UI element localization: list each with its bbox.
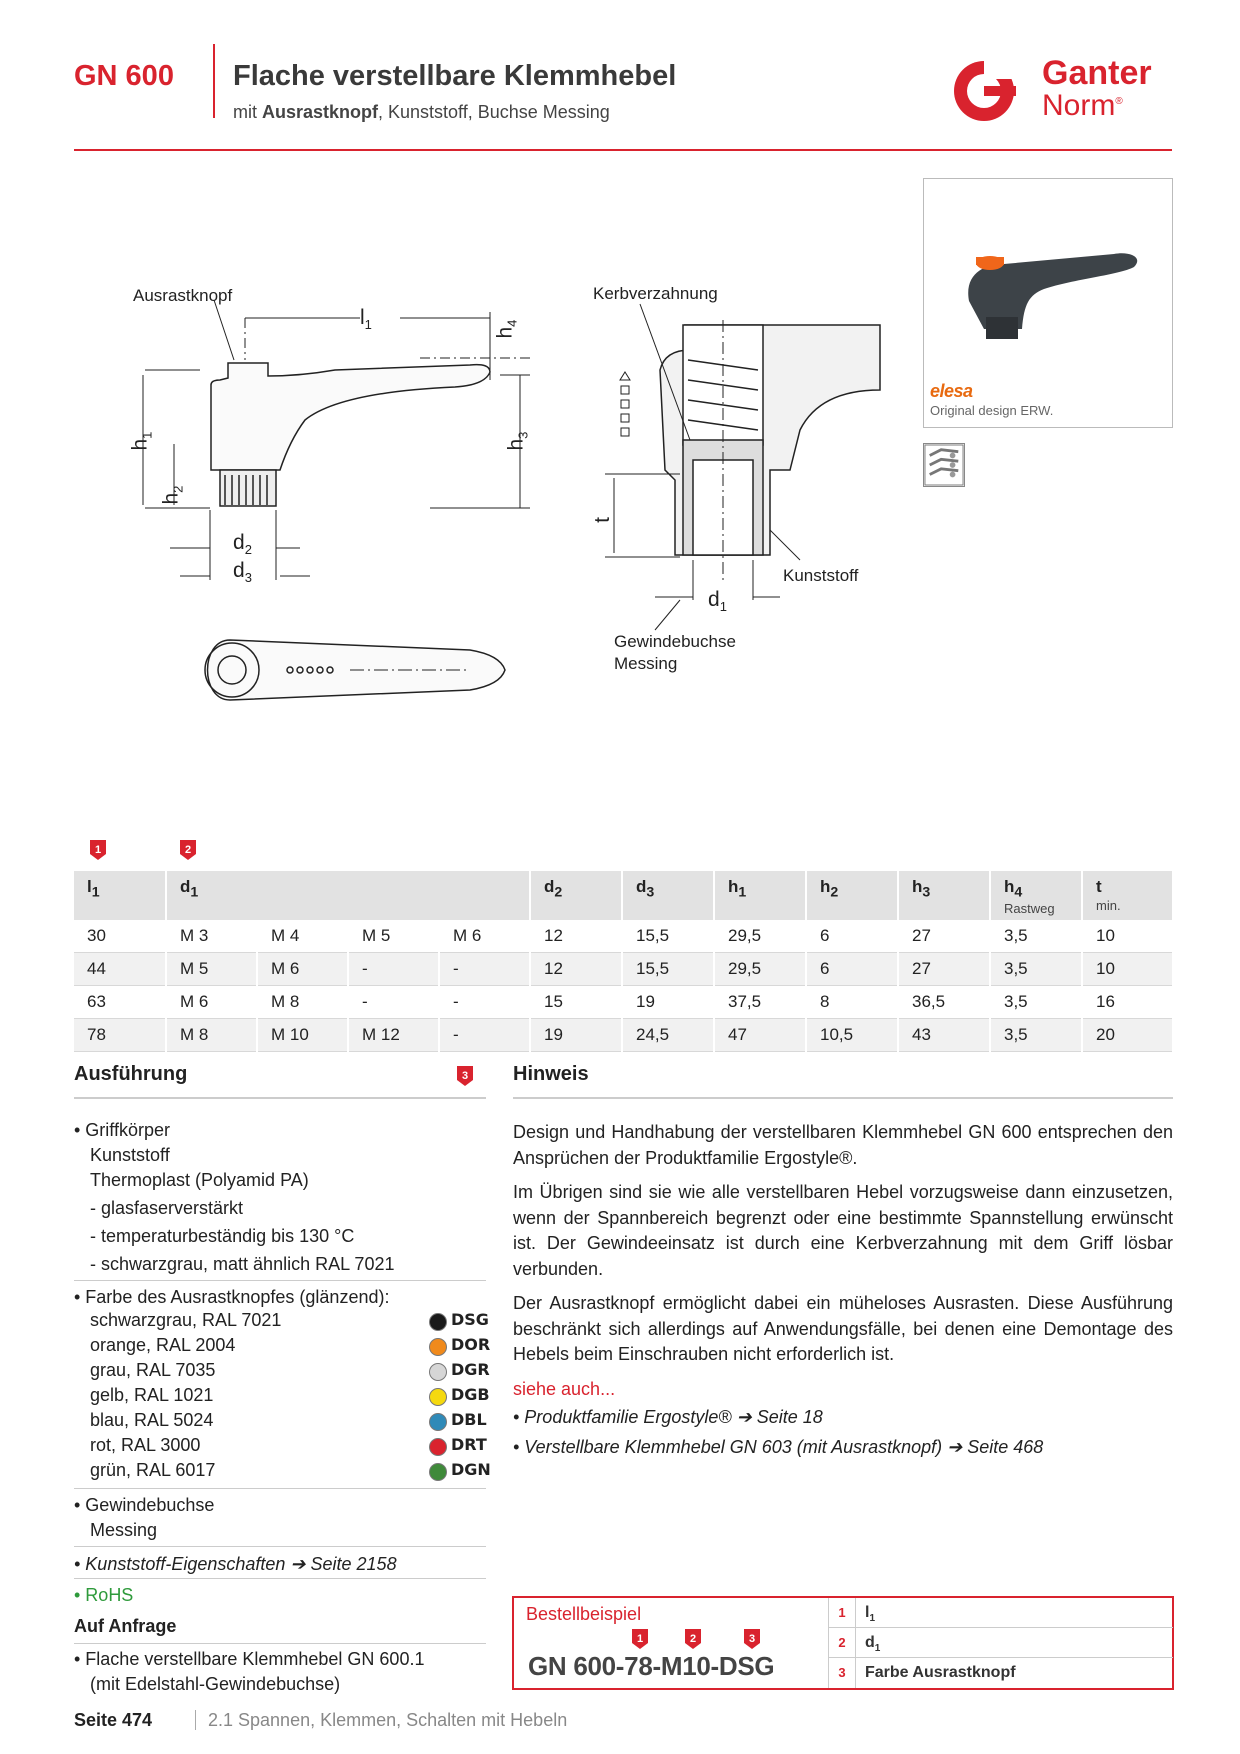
section-rule: [74, 1097, 486, 1099]
color-swatch-icon: [429, 1438, 447, 1456]
page-number: Seite 474: [74, 1710, 153, 1730]
order-legend-row: [828, 1658, 1173, 1688]
photo-caption: Original design ERW.: [930, 403, 1054, 418]
color-code: DGR: [451, 1360, 490, 1379]
color-option: [74, 1385, 490, 1410]
color-swatch-icon: [429, 1338, 447, 1356]
color-option: [74, 1360, 490, 1385]
subtitle-prefix: mit: [233, 102, 262, 122]
order-legend-text: Farbe Ausrastknopf: [865, 1664, 1016, 1681]
table-cell: 10,5: [806, 1019, 898, 1052]
griff-line-1: Kunststoff: [90, 1145, 170, 1165]
color-swatch-icon: [429, 1363, 447, 1381]
siehe-auch-label: siehe auch...: [513, 1378, 616, 1399]
order-legend: [828, 1598, 1173, 1688]
order-marker-3-icon: [744, 1629, 760, 1649]
dim-d2: $d_2$: [233, 531, 252, 558]
table-cell: 36,5: [898, 986, 990, 1019]
farbe-title: • Farbe des Ausrastknopfes (glänzend):: [74, 1287, 390, 1307]
dim-l1: $l_1$: [360, 306, 372, 333]
color-name: rot, RAL 3000: [90, 1435, 201, 1455]
divider: [74, 1546, 486, 1547]
color-name: gelb, RAL 1021: [90, 1385, 214, 1405]
product-code: GN 600: [74, 60, 174, 92]
dimensions-table: [74, 871, 1172, 1052]
table-cell: 12: [530, 920, 622, 953]
table-cell: 47: [714, 1019, 806, 1052]
dim-h4: $h_4$: [493, 319, 520, 339]
marker-3-icon: [457, 1066, 473, 1086]
table-cell: M 12: [348, 1019, 439, 1052]
label-gewindebuchse: Gewindebuchse: [614, 632, 736, 651]
table-cell: 29,5: [714, 953, 806, 986]
footer-section: 2.1 Spannen, Klemmen, Schalten mit Hebeln: [208, 1710, 568, 1730]
page-title: Flache verstellbare Klemmhebel: [233, 60, 677, 92]
rohs-label: • RoHS: [74, 1585, 134, 1605]
order-legend-text: $d_1$: [865, 1634, 881, 1655]
svg-text:3: 3: [748, 1633, 756, 1645]
griff-dash-2: - temperaturbeständig bis 130 °C: [90, 1226, 355, 1246]
marker-1-icon: [90, 840, 106, 860]
svg-text:2: 2: [689, 1633, 697, 1645]
table-cell: 29,5: [714, 920, 806, 953]
col-d3: $d_3$: [622, 871, 714, 920]
divider: [74, 1578, 486, 1579]
order-marker-1-icon: [632, 1629, 648, 1649]
table-cell: 6: [806, 920, 898, 953]
dim-t: t: [590, 517, 614, 523]
hinweis-paragraph-1: Design und Handhabung der verstellbaren Klemmhebel GN 600 entsprechen den Ansprüchen der Produktfamilie Ergostyle®.: [513, 1122, 1173, 1168]
color-name: grün, RAL 6017: [90, 1460, 216, 1480]
table-cell: 3,5: [990, 953, 1082, 986]
order-legend-row: [828, 1598, 1173, 1628]
elesa-logo: elesa: [930, 381, 973, 401]
footer-divider: [195, 1710, 196, 1730]
griff-dash-3: - schwarzgrau, matt ähnlich RAL 7021: [90, 1254, 395, 1274]
table-cell: 78: [74, 1019, 166, 1052]
griff-line-2: Thermoplast (Polyamid PA): [90, 1170, 309, 1190]
anfrage-line-1: • Flache verstellbare Klemmhebel GN 600.1: [74, 1649, 425, 1669]
color-option: [74, 1460, 491, 1485]
color-option: [74, 1435, 486, 1460]
buchse-bullet: • Gewindebuchse: [74, 1495, 215, 1515]
order-example-label: Bestellbeispiel: [526, 1604, 642, 1624]
table-cell: 27: [898, 920, 990, 953]
table-cell: 15,5: [622, 920, 714, 953]
order-example: [512, 1596, 1174, 1690]
svg-text:1: 1: [94, 844, 102, 856]
table-cell: 19: [622, 986, 714, 1019]
table-cell: 6: [806, 953, 898, 986]
table-cell: M 5: [166, 953, 257, 986]
anfrage-title: Auf Anfrage: [74, 1616, 177, 1636]
order-legend-num: 2: [829, 1628, 856, 1658]
table-cell: M 8: [257, 986, 348, 1019]
order-marker-2-icon: [685, 1629, 701, 1649]
color-code: DGN: [451, 1460, 491, 1479]
table-cell: 8: [806, 986, 898, 1019]
section-title-hinweis: Hinweis: [513, 1063, 589, 1085]
color-name: grau, RAL 7035: [90, 1360, 216, 1380]
table-cell: 15: [530, 986, 622, 1019]
label-ausrastknopf: Ausrastknopf: [133, 286, 233, 305]
col-h2: $h_2$: [806, 871, 898, 920]
table-cell: 37,5: [714, 986, 806, 1019]
color-swatch-icon: [429, 1313, 447, 1331]
divider: [74, 1488, 486, 1489]
table-cell: 3,5: [990, 986, 1082, 1019]
section-rule: [513, 1097, 1173, 1099]
logo-text-norm: Norm®: [1042, 89, 1123, 122]
table-cell: 63: [74, 986, 166, 1019]
griff-dash-1: - glasfaserverstärkt: [90, 1198, 244, 1218]
label-kunststoff: Kunststoff: [783, 566, 859, 585]
hinweis-body: [513, 1120, 1173, 1460]
divider: [74, 1643, 486, 1644]
color-code: DRT: [451, 1435, 487, 1454]
order-legend-num: 1: [829, 1598, 856, 1628]
kunststoff-link[interactable]: • Kunststoff-Eigenschaften ➔ Seite 2158: [74, 1554, 397, 1574]
hinweis-paragraph-3: Der Ausrastknopf ermöglicht dabei ein müheloses Ausrasten. Diese Ausführung beschränkt sich allerdings auf Anwendungsfälle, bei denen eine Demontage des Hebels beim Einschrauben nicht erforderlich ist.: [513, 1293, 1173, 1364]
color-swatch-icon: [429, 1413, 447, 1431]
anfrage-line-2: (mit Edelstahl-Gewindebuchse): [90, 1674, 341, 1694]
table-cell: M 3: [166, 920, 257, 953]
table-cell: -: [439, 953, 530, 986]
table-cell: 24,5: [622, 1019, 714, 1052]
color-code: DBL: [451, 1410, 487, 1429]
order-legend-text: $l_1$: [865, 1604, 876, 1625]
hinweis-paragraph-2: Im Übrigen sind sie wie alle verstellbaren Hebel vorzugsweise dann einzusetzen, wenn der Spannbereich begrenzt oder eine bestimmte Spannstellung erwünscht ist. Der Gewindeeinsatz ist durch eine Kerbverzahnung mit dem Griff lösbar verbunden.: [513, 1182, 1173, 1279]
dim-h2: $h_2$: [159, 485, 186, 505]
col-l1: $l_1$: [74, 871, 166, 920]
color-option: [74, 1410, 486, 1435]
color-name: schwarzgrau, RAL 7021: [90, 1310, 282, 1330]
col-h1: $h_1$: [714, 871, 806, 920]
color-option: [74, 1335, 491, 1360]
table-cell: -: [348, 986, 439, 1019]
link-gn603[interactable]: • Verstellbare Klemmhebel GN 603 (mit Ausrastknopf) ➔ Seite 468: [513, 1436, 1044, 1457]
subtitle-bold: Ausrastknopf: [262, 102, 379, 122]
col-d2: $d_2$: [530, 871, 622, 920]
table-cell: 19: [530, 1019, 622, 1052]
griff-bullet: • Griffkörper: [74, 1120, 170, 1140]
table-cell: M 5: [348, 920, 439, 953]
color-name: blau, RAL 5024: [90, 1410, 214, 1430]
svg-text:1: 1: [636, 1633, 644, 1645]
marker-2-icon: [180, 840, 196, 860]
dim-h3: $h_3$: [504, 431, 531, 451]
section-title-ausfuehrung: Ausführung: [74, 1063, 188, 1085]
link-ergostyle[interactable]: • Produktfamilie Ergostyle® ➔ Seite 18: [513, 1407, 823, 1427]
color-code: DSG: [451, 1310, 489, 1329]
table-cell: 10: [1082, 953, 1172, 986]
table-cell: 20: [1082, 1019, 1172, 1052]
table-cell: 16: [1082, 986, 1172, 1019]
order-code: GN 600-78-M10-DSG: [528, 1651, 775, 1681]
table-cell: M 10: [257, 1019, 348, 1052]
color-code: DOR: [451, 1335, 491, 1354]
buchse-line: Messing: [90, 1520, 158, 1540]
order-legend-row: [828, 1628, 1173, 1658]
table-cell: 44: [74, 953, 166, 986]
divider: [74, 1280, 486, 1281]
col-t: t min.: [1082, 871, 1172, 920]
col-d1: $d_1$: [166, 871, 530, 920]
table-cell: M 6: [439, 920, 530, 953]
table-row: [74, 920, 1172, 953]
color-option: [74, 1310, 489, 1335]
subtitle-suffix: , Kunststoff, Buchse Messing: [378, 102, 610, 122]
svg-text:2: 2: [184, 844, 192, 856]
label-messing: Messing: [614, 654, 678, 673]
table-cell: 15,5: [622, 953, 714, 986]
table-cell: M 6: [166, 986, 257, 1019]
color-name: orange, RAL 2004: [90, 1335, 236, 1355]
table-header-row: [74, 871, 1172, 920]
label-kerbverzahnung: Kerbverzahnung: [593, 284, 718, 303]
table-cell: -: [439, 986, 530, 1019]
table-cell: 12: [530, 953, 622, 986]
table-cell: M 6: [257, 953, 348, 986]
table-cell: 3,5: [990, 1019, 1082, 1052]
table-cell: -: [348, 953, 439, 986]
table-row: [74, 986, 1172, 1019]
table-cell: M 8: [166, 1019, 257, 1052]
table-row: [74, 1019, 1172, 1052]
table-cell: 3,5: [990, 920, 1082, 953]
table-cell: -: [439, 1019, 530, 1052]
table-row: [74, 953, 1172, 986]
dim-d1: $d_1$: [708, 588, 727, 615]
color-swatch-icon: [429, 1388, 447, 1406]
table-cell: 30: [74, 920, 166, 953]
table-cell: 10: [1082, 920, 1172, 953]
table-cell: 43: [898, 1019, 990, 1052]
dim-h1: $h_1$: [128, 431, 155, 451]
svg-text:3: 3: [461, 1070, 469, 1082]
table-cell: M 4: [257, 920, 348, 953]
dim-d3: $d_3$: [233, 559, 252, 586]
color-swatch-icon: [429, 1463, 447, 1481]
col-h4: $h_4$ Rastweg: [990, 871, 1082, 920]
order-legend-num: 3: [829, 1658, 856, 1688]
logo-text-ganter: Ganter: [1042, 54, 1152, 92]
color-code: DGB: [451, 1385, 490, 1404]
col-h3: $h_3$: [898, 871, 990, 920]
table-cell: 27: [898, 953, 990, 986]
